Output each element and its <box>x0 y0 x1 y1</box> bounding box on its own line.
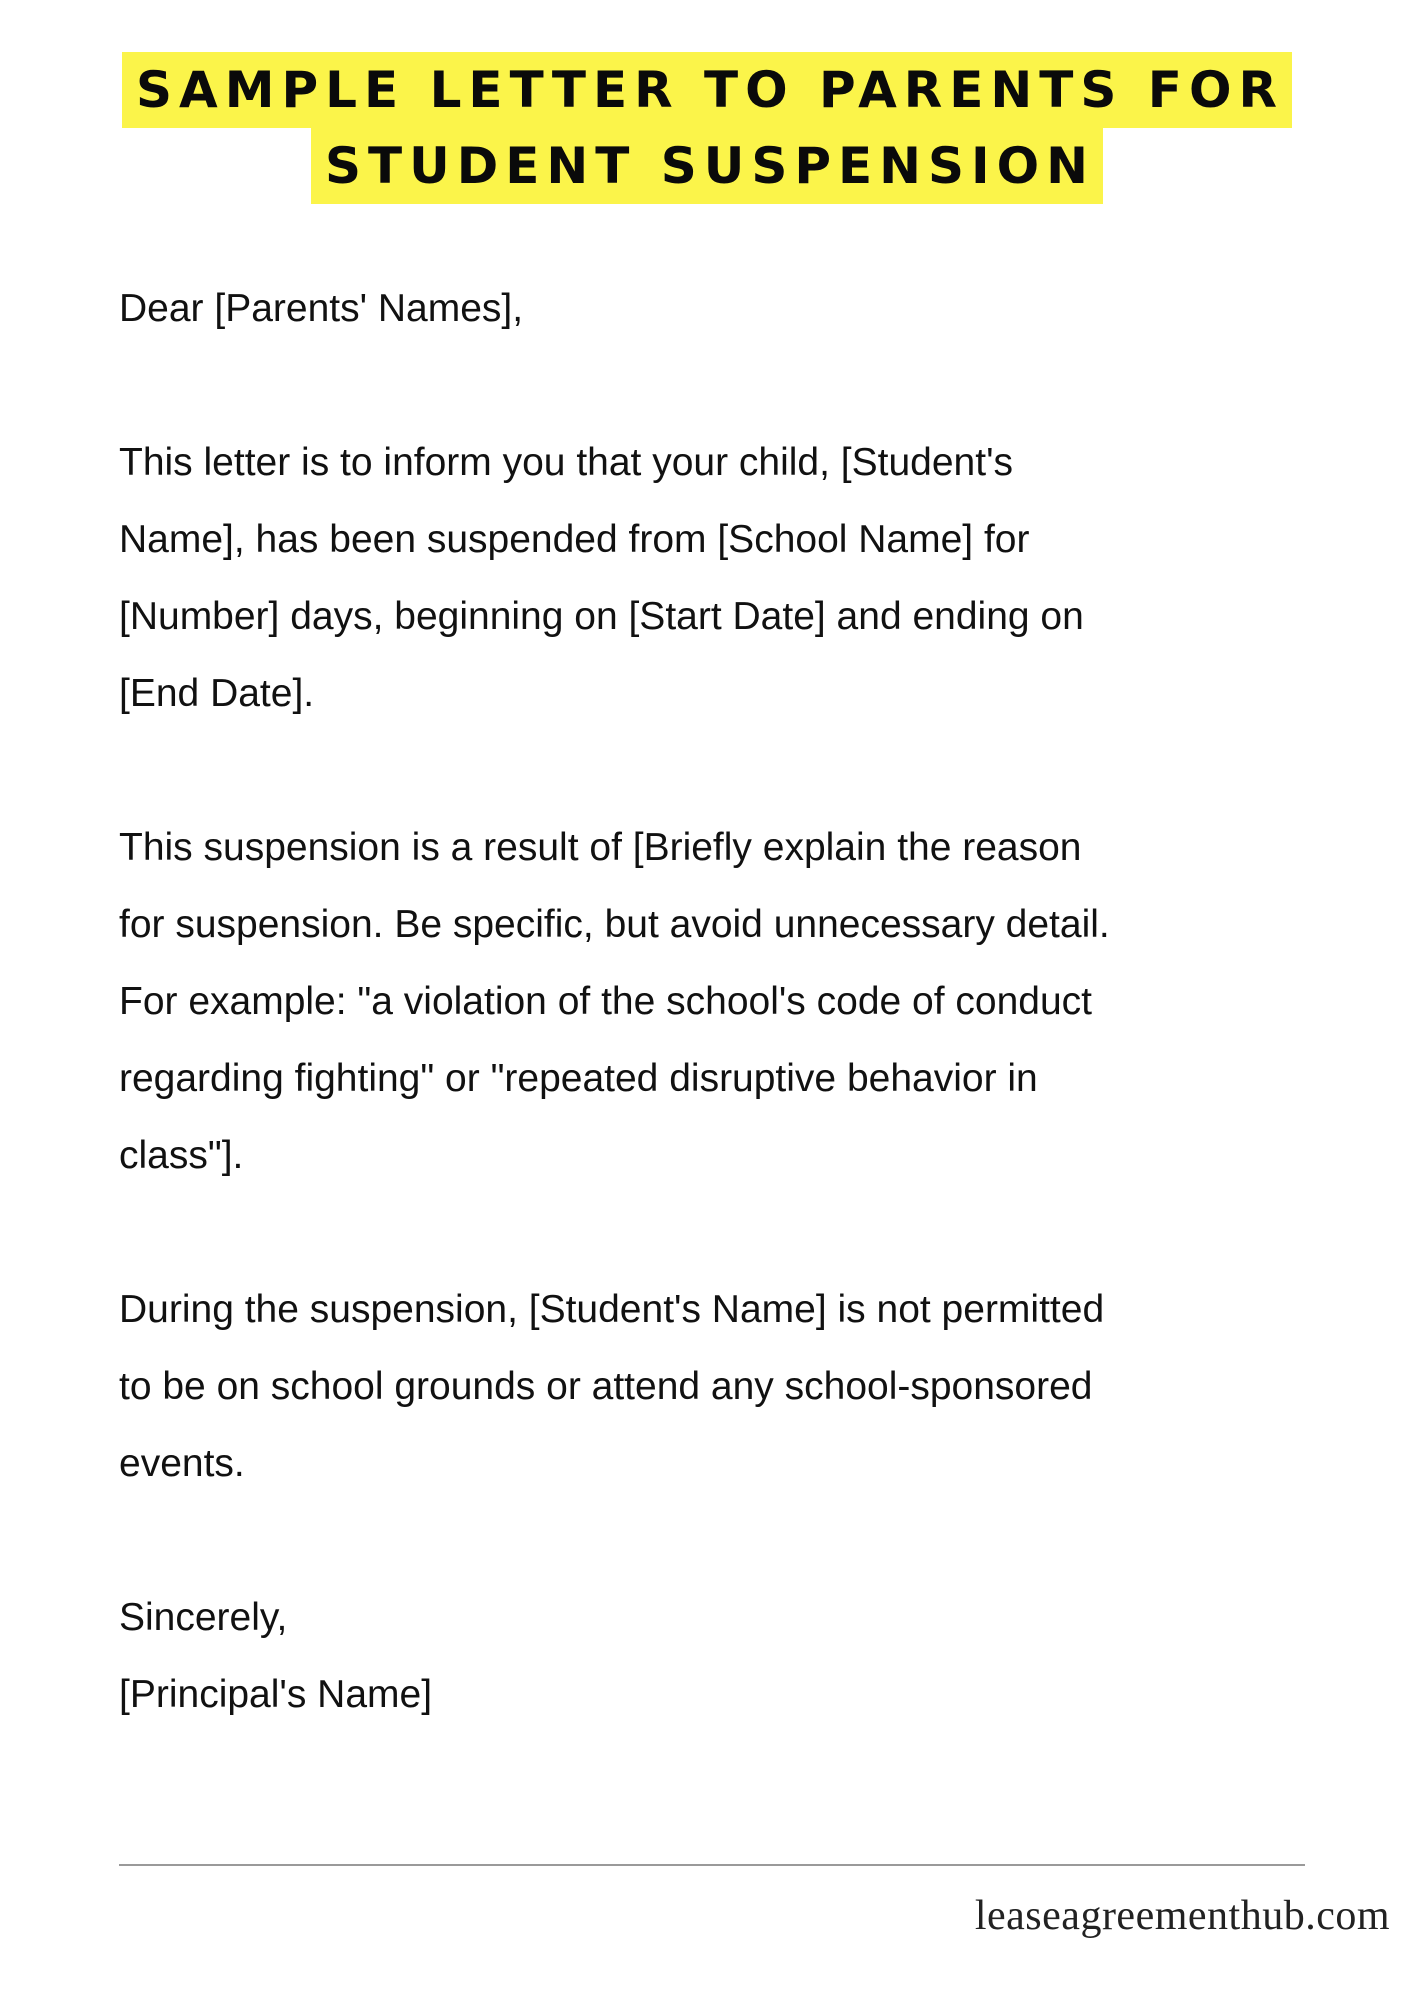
letter-paragraph-1 <box>119 424 1379 732</box>
paragraph-line: to be on school grounds or attend any school-sponsored <box>119 1365 1093 1408</box>
letter-paragraph-2 <box>119 809 1379 1194</box>
paragraph-line: Name], has been suspended from [School Name] for <box>119 518 1030 561</box>
letter-paragraph-3 <box>119 1271 1379 1502</box>
closing-line: Sincerely, <box>119 1596 288 1639</box>
title-line-2: STUDENT SUSPENSION <box>311 128 1103 204</box>
paragraph-line: This suspension is a result of [Briefly explain the reason <box>119 826 1082 869</box>
paragraph-line: [Number] days, beginning on [Start Date] and ending on <box>119 595 1084 638</box>
footer-site: leaseagreementhub.com <box>974 1893 1390 1939</box>
paragraph-line: events. <box>119 1442 245 1485</box>
paragraph-line: regarding fighting" or "repeated disruptive behavior in <box>119 1057 1038 1100</box>
document-title <box>0 52 1414 204</box>
footer-divider <box>119 1864 1305 1866</box>
letter-greeting <box>119 270 1379 347</box>
paragraph-line: During the suspension, [Student's Name] is not permitted <box>119 1288 1105 1331</box>
paragraph-line: For example: "a violation of the school's code of conduct <box>119 980 1093 1023</box>
signature-line: [Principal's Name] <box>119 1673 433 1716</box>
paragraph-line: class"]. <box>119 1134 244 1177</box>
paragraph-line: This letter is to inform you that your child, [Student's <box>119 441 1014 484</box>
paragraph-line: [End Date]. <box>119 672 315 715</box>
greeting-line: Dear [Parents' Names], <box>119 287 524 330</box>
letter-closing <box>119 1579 1379 1733</box>
title-line-1: SAMPLE LETTER TO PARENTS FOR <box>122 52 1292 128</box>
paragraph-line: for suspension. Be specific, but avoid unnecessary detail. <box>119 903 1110 946</box>
